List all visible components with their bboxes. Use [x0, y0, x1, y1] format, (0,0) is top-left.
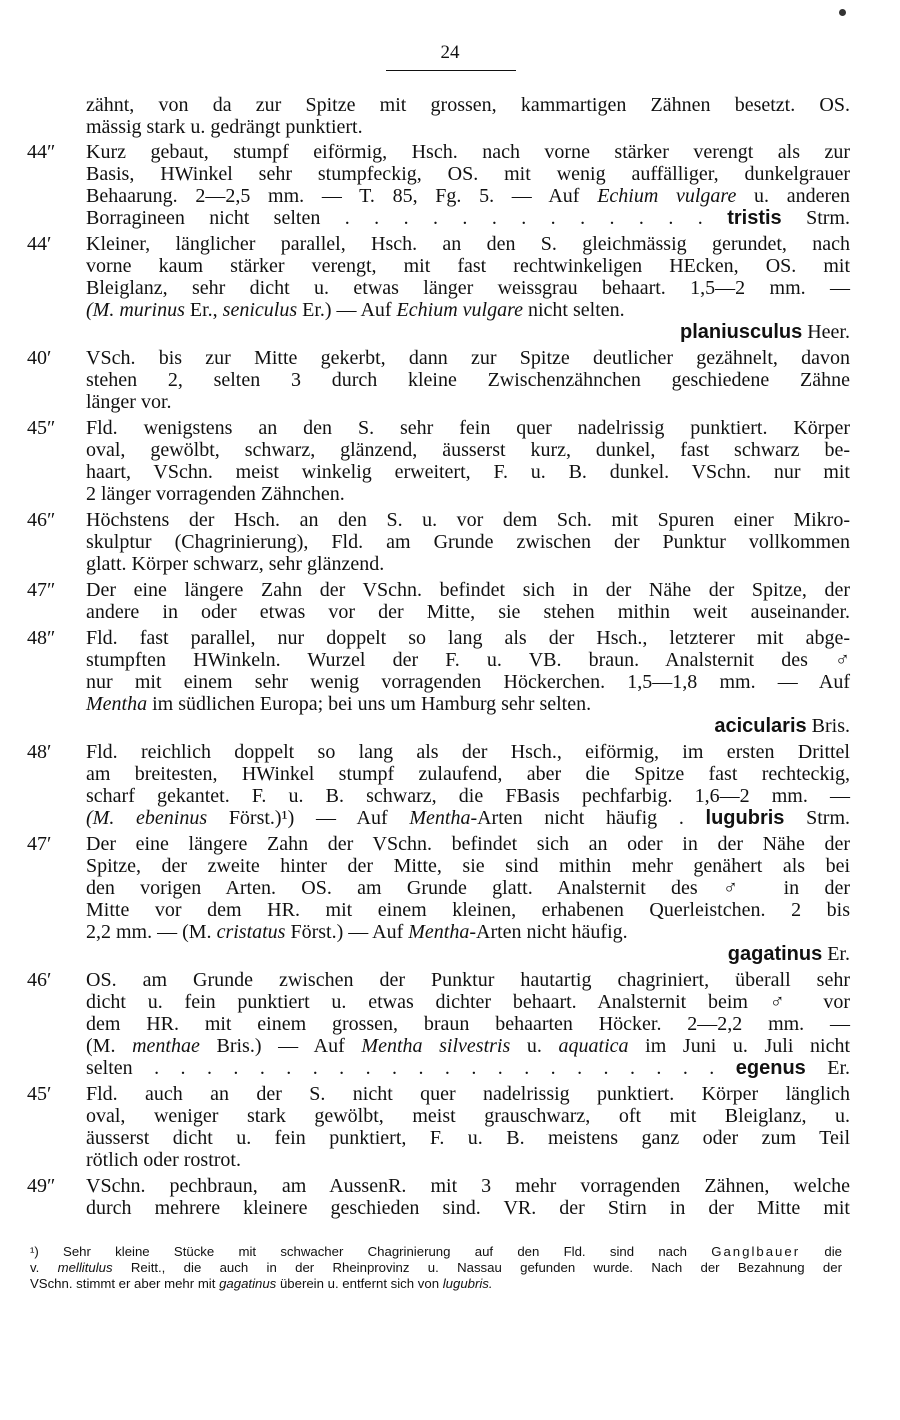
- text-line: Der eine längere Zahn der VSchn. befindet sich in der Nähe der Spitze, der: [86, 579, 850, 601]
- text-line: Basis, HWinkel sehr stumpfeckig, OS. mit wenig auffälliger, dunkelgrauer: [86, 163, 850, 185]
- text-line: oval, gewölbt, schwarz, glänzend, äusserst kurz, dunkel, fast schwarz be-: [86, 439, 850, 461]
- text-line: nur mit einem sehr wenig vorragenden Höckerchen. 1,5—1,8 mm. — Auf: [86, 671, 850, 693]
- taxon-name: Echium vulgare: [597, 185, 737, 207]
- species-name: lugubris: [705, 807, 785, 829]
- text-line: scharf gekantet. F. u. B. schwarz, die FBasis pechfarbig. 1,6—2 mm. —: [86, 785, 850, 807]
- couplet-number: 49″: [27, 1175, 56, 1197]
- text-line: Mentha im südlichen Europa; bei uns um Hamburg sehr selten.: [86, 693, 592, 715]
- couplet-number: 48″: [27, 627, 56, 649]
- text-line: Fld. wenigstens an den S. sehr fein quer nadelrissig punktiert. Körper: [86, 417, 850, 439]
- text-line: planiusculus Heer.: [679, 321, 850, 343]
- text-line: Kleiner, länglicher parallel, Hsch. an den S. gleichmässig gerundet, nach: [86, 233, 850, 255]
- text-line: Behaarung. 2—2,5 mm. — T. 85, Fg. 5. — Auf Echium vulgare u. anderen: [86, 185, 851, 207]
- text-line: 2 länger vorragenden Zähnchen.: [86, 483, 345, 505]
- text-line: (M. ebeninus Först.)¹) — Auf Mentha-Arten nicht häufig . lugubris Strm.: [86, 807, 851, 829]
- taxon-name: Mentha: [86, 693, 148, 715]
- text-line: andere in oder etwas vor der Mitte, sie stehen mithin weit auseinander.: [86, 601, 850, 623]
- text-line: (M. murinus Er., seniculus Er.) — Auf Echium vulgare nicht selten.: [86, 299, 625, 321]
- text-line: haart, VSchn. meist winkelig erweitert, F. u. B. dunkel. VSchn. nur mit: [86, 461, 850, 483]
- footnote-line: v. mellitulus Reitt., die auch in der Rheinprovinz u. Nassau gefunden wurde. Nach der Bezahnung der: [30, 1260, 842, 1275]
- species-name: tristis: [727, 207, 782, 229]
- text-line: Kurz gebaut, stumpf eiförmig, Hsch. nach vorne stärker verengt als zur: [86, 141, 850, 163]
- text-line: Mitte vor dem HR. mit einem kleinen, erhabenen Querleistchen. 2 bis: [86, 899, 850, 921]
- couplet-number: 46′: [27, 969, 52, 991]
- text-line: Fld. auch an der S. nicht quer nadelrissig punktiert. Körper länglich: [86, 1083, 850, 1105]
- text-line: glatt. Körper schwarz, sehr glänzend.: [86, 553, 385, 575]
- couplet-number: 45″: [27, 417, 56, 439]
- text-line: vorne kaum stärker verengt, mit fast rechtwinkeligen HEcken, OS. mit: [86, 255, 850, 277]
- text-line: den vorigen Arten. OS. am Grunde glatt. Analsternit des ♂ in der: [86, 877, 850, 899]
- text-line: Bleiglanz, sehr dicht u. etwas länger weissgrau behaart. 1,5—2 mm. —: [86, 277, 850, 299]
- text-line: VSch. bis zur Mitte gekerbt, dann zur Spitze deutlicher gezähnelt, davon: [86, 347, 850, 369]
- footnote-line: ¹) Sehr kleine Stücke mit schwacher Chagrinierung auf den Fld. sind nach Ganglbauer die: [30, 1244, 843, 1259]
- text-line: stumpften HWinkeln. Wurzel der F. u. VB. braun. Analsternit des ♂: [86, 649, 850, 671]
- couplet-number: 45′: [27, 1083, 52, 1105]
- text-line: Fld. fast parallel, nur doppelt so lang als der Hsch., letzterer mit abge-: [86, 627, 850, 649]
- text-line: oval, weniger stark gewölbt, meist grauschwarz, oft mit Bleiglanz, u.: [86, 1105, 850, 1127]
- text-line: OS. am Grunde zwischen der Punktur hautartig chagriniert, überall sehr: [86, 969, 850, 991]
- text-line: Höchstens der Hsch. an den S. u. vor dem Sch. mit Spuren einer Mikro-: [86, 509, 850, 531]
- text-line: zähnt, von da zur Spitze mit grossen, kammartigen Zähnen besetzt. OS.: [86, 94, 850, 116]
- text-line: durch mehrere kleinere geschieden sind. VR. der Stirn in der Mitte mit: [86, 1197, 850, 1219]
- page-number: 24: [440, 42, 460, 63]
- text-line: skulptur (Chagrinierung), Fld. am Grunde zwischen der Punktur vollkommen: [86, 531, 850, 553]
- couplet-number: 46″: [27, 509, 56, 531]
- text-line: 2,2 mm. — (M. cristatus Först.) — Auf Mentha-Arten nicht häufig.: [86, 921, 628, 943]
- couplet-number: 44″: [27, 141, 56, 163]
- text-line: rötlich oder rostrot.: [86, 1149, 241, 1171]
- text-line: länger vor.: [86, 391, 172, 413]
- footnote-line: VSchn. stimmt er aber mehr mit gagatinus überein u. entfernt sich von lugubris.: [30, 1276, 493, 1291]
- couplet-number: 48′: [27, 741, 52, 763]
- text-line: (M. menthae Bris.) — Auf Mentha silvestris u. aquatica im Juni u. Juli nicht: [86, 1035, 851, 1057]
- text-line: gagatinus Er.: [727, 943, 850, 965]
- text-line: Fld. reichlich doppelt so lang als der Hsch., eiförmig, im ersten Drittel: [86, 741, 850, 763]
- taxon-name: Mentha: [408, 921, 470, 943]
- couplet-number: 44′: [27, 233, 52, 255]
- text-line: stehen 2, selten 3 durch kleine Zwischenzähnchen geschiedene Zähne: [86, 369, 850, 391]
- taxon-name: Mentha: [409, 807, 471, 829]
- couplet-number: 47″: [27, 579, 56, 601]
- text-line: mässig stark u. gedrängt punktiert.: [86, 116, 363, 138]
- text-line: dem HR. mit einem grossen, braun behaarten Höcker. 2—2,2 mm. —: [86, 1013, 850, 1035]
- taxon-name: Echium vulgare: [396, 299, 523, 321]
- text-line: selten . . . . . . . . . . . . . . . . . . . . . . egenus Er.: [86, 1057, 851, 1079]
- text-line: Spitze, der zweite hinter der Mitte, sie sind mithin mehr genähert als bei: [86, 855, 850, 877]
- couplet-number: 47′: [27, 833, 52, 855]
- text-line: dicht u. fein punktiert u. etwas dichter behaart. Analsternit beim ♂ vor: [86, 991, 850, 1013]
- text-line: Borragineen nicht selten . . . . . . . . . . . . . tristis Strm.: [86, 207, 850, 229]
- species-name: acicularis: [714, 715, 807, 737]
- species-name: planiusculus: [679, 321, 803, 343]
- text-line: VSchn. pechbraun, am AussenR. mit 3 mehr vorragenden Zähnen, welche: [86, 1175, 850, 1197]
- couplet-number: 40′: [27, 347, 52, 369]
- text-line: acicularis Bris.: [714, 715, 850, 737]
- text-line: Der eine längere Zahn der VSchn. befindet sich an oder in der Nähe der: [86, 833, 850, 855]
- taxon-name: Mentha silvestris: [361, 1035, 511, 1057]
- page-number-rule: [386, 70, 516, 71]
- species-name: gagatinus: [727, 943, 823, 965]
- species-name: egenus: [735, 1057, 806, 1079]
- print-speck: [839, 9, 846, 16]
- text-line: äusserst dicht u. fein punktiert, F. u. B. meistens ganz oder zum Teil: [86, 1127, 850, 1149]
- text-line: am breitesten, HWinkel stumpf zulaufend, aber die Spitze fast rechteckig,: [86, 763, 850, 785]
